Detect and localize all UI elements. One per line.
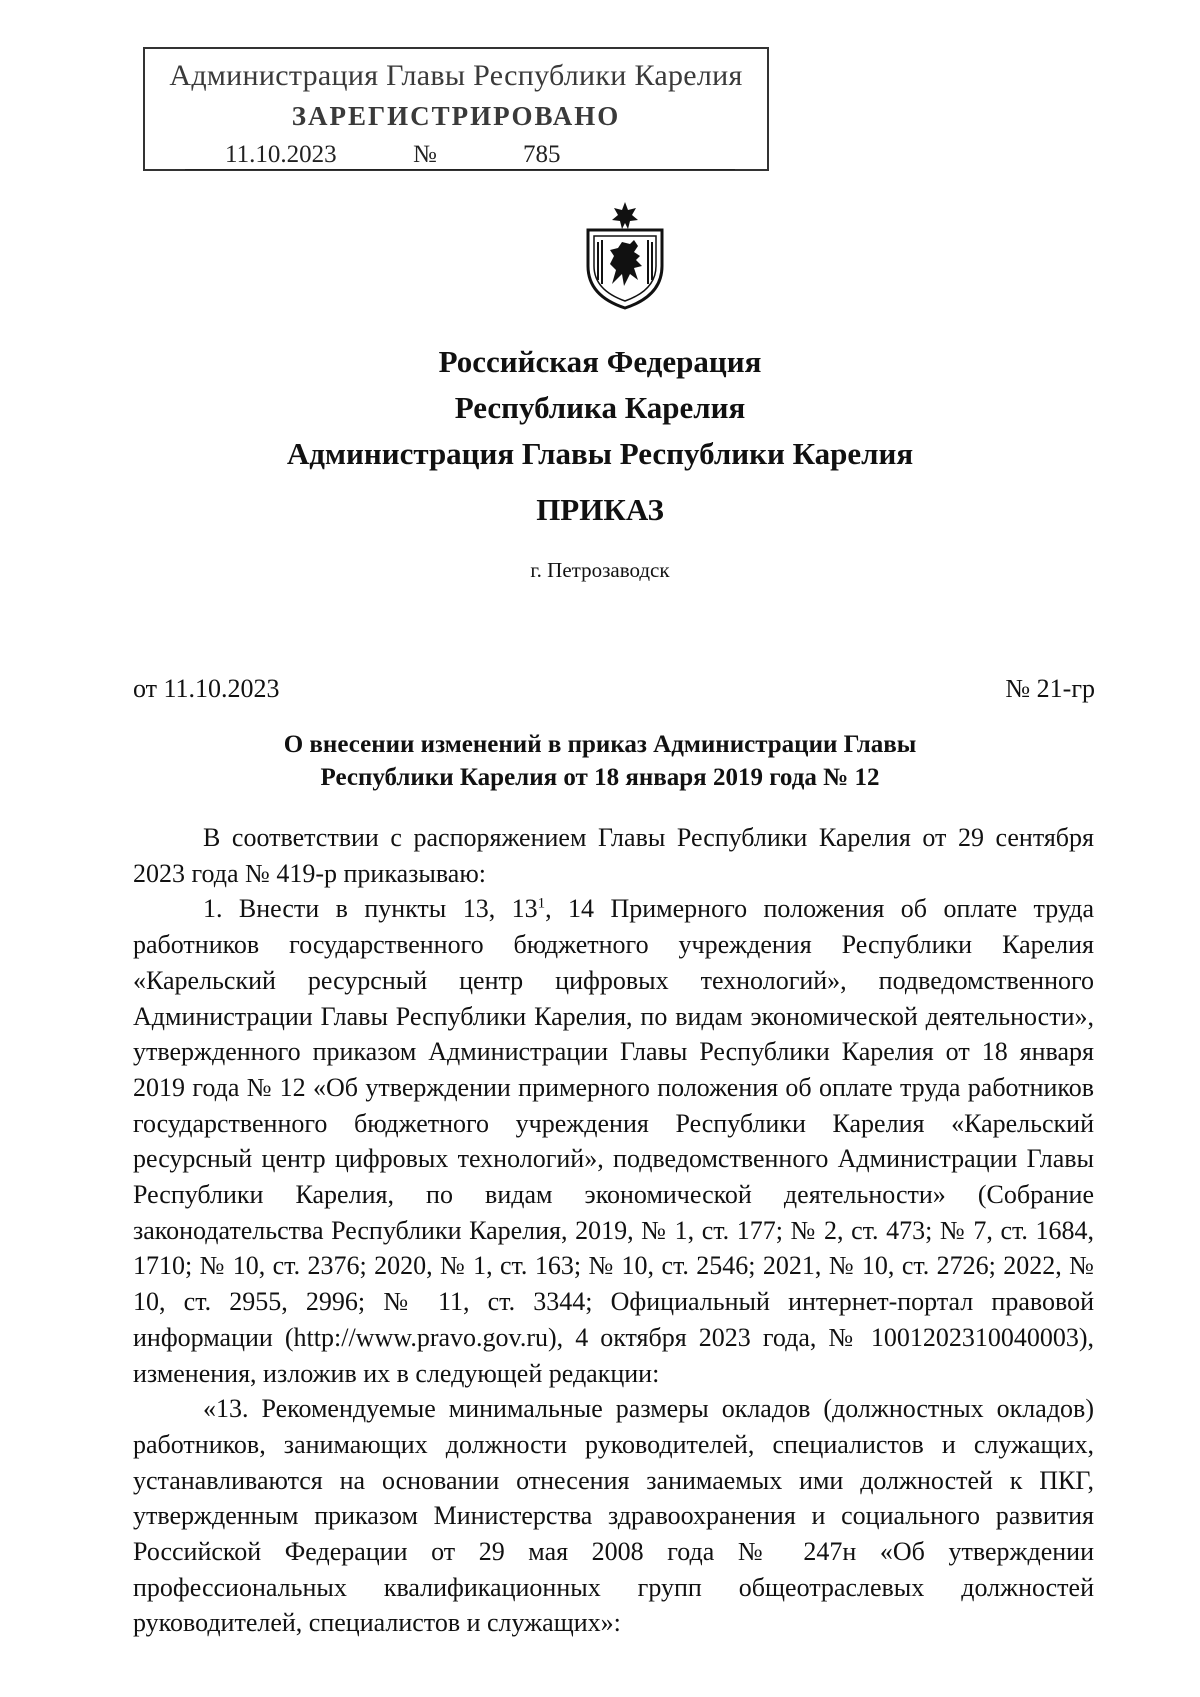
body-paragraph-2 bbox=[133, 891, 1094, 1391]
order-date: от 11.10.2023 bbox=[133, 674, 280, 703]
header-administration: Администрация Главы Республики Карелия bbox=[286, 436, 914, 471]
document-title: ПРИКАЗ bbox=[536, 492, 664, 527]
stamp-organization: Администрация Главы Республики Карелия bbox=[169, 59, 743, 92]
document-city: г. Петрозаводск bbox=[530, 558, 670, 582]
header-block bbox=[0, 339, 1200, 477]
registration-stamp bbox=[143, 47, 769, 171]
body-paragraph-2-rest: , 14 Примерного положения об оплате труда работников государственного бюджетного учреждения Республики Карелия «Карельский ресурсный центр цифровых технологий», подведомственного Администрации Главы Республики Карелия, по видам экономической деятельности», утвержденного приказом Администрации Главы Республики Карелия от 18 января 2019 года № 12 «Об утверждении примерного положения об оплате труда работников государственного бюджетного учреждения Республики Карелия «Карельский ресурсный центр цифровых технологий», подведомственного Администрации Главы Республики Карелия, по видам экономической деятельности» (Собрание законодательства Республики Карелия, 2019, № 1, ст. 177; № 2, ст. 473; № 7, ст. 1684, 1710; № 10, ст. 2376; 2020, № 1, ст. 163; № 10, ст. 2546; 2021, № 10, ст. 2726; 2022, № 10, ст. 2955, 2996; № 11, ст. 3344; Официальный интернет-портал правовой информации (http://www.pravo.gov.ru), 4 октября 2023 года, № 1001202310040003), изменения, изложив их в следующей редакции: bbox=[133, 894, 1094, 1388]
document-body bbox=[133, 820, 1094, 1641]
header-republic: Республика Карелия bbox=[454, 390, 746, 425]
subject-line-1: О внесении изменений в приказ Администрации Главы bbox=[283, 731, 917, 758]
body-paragraph-1: В соответствии с распоряжением Главы Республики Карелия от 29 сентября 2023 года № 419-р приказываю: bbox=[133, 823, 1094, 888]
karelia-coat-of-arms-icon bbox=[580, 200, 670, 310]
body-paragraph-2-start: 1. Внести в пункты 13, 13 bbox=[203, 894, 538, 924]
subject-line-2: Республики Карелия от 18 января 2019 года № 12 bbox=[320, 764, 880, 791]
stamp-registration-line bbox=[185, 141, 735, 170]
body-paragraph-3: «13. Рекомендуемые минимальные размеры окладов (должностных окладов) работников, занимающих должности руководителей, специалистов и служащих, устанавливаются на основании отнесения занимаемых ими должностей к ПКГ, утвержденным приказом Министерства здравоохранения и социального развития Российской Федерации от 29 мая 2008 года № 247н «Об утверждении профессиональных квалификационных групп общеотраслевых должностей руководителей, специалистов и служащих»: bbox=[133, 1394, 1094, 1638]
order-subject bbox=[0, 728, 1200, 794]
stamp-date: 11.10.2023 bbox=[225, 141, 337, 168]
stamp-number: 785 bbox=[523, 141, 561, 168]
stamp-number-sign: № bbox=[413, 141, 437, 168]
superscript-index: 1 bbox=[537, 895, 546, 912]
header-country: Российская Федерация bbox=[438, 344, 762, 379]
order-number: № 21-гр bbox=[1005, 674, 1095, 703]
stamp-status: ЗАРЕГИСТРИРОВАНО bbox=[291, 101, 621, 131]
